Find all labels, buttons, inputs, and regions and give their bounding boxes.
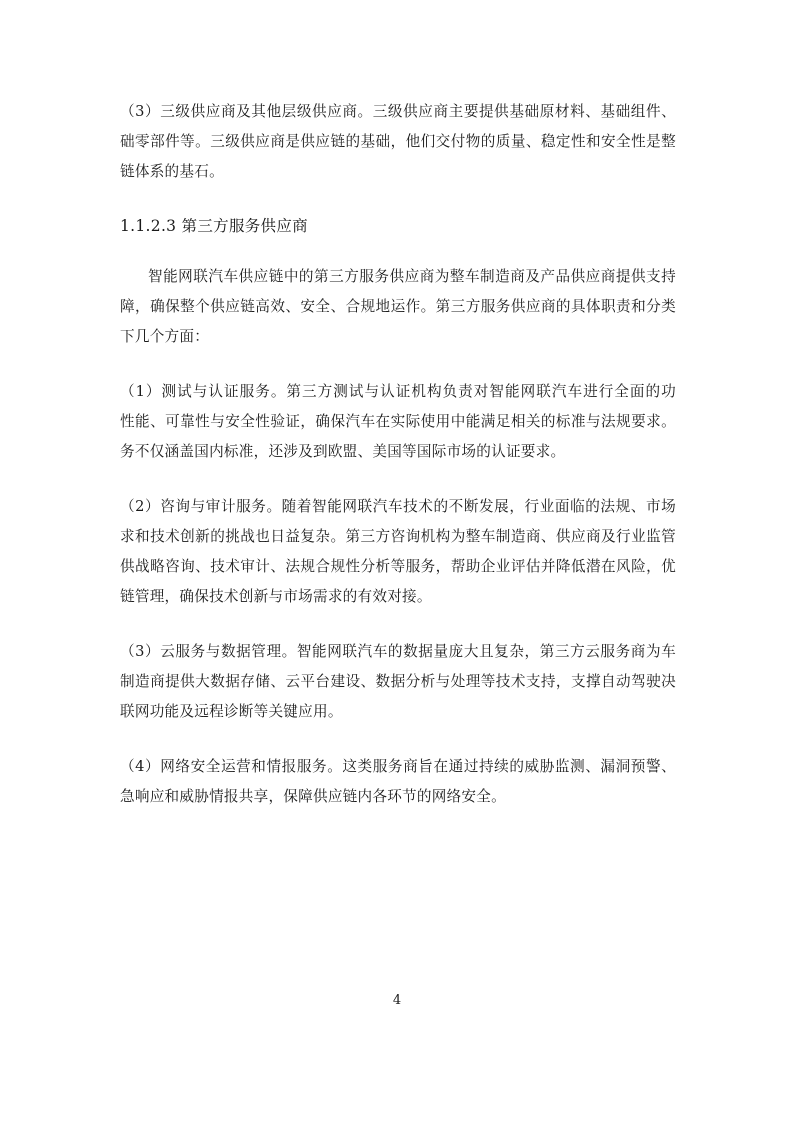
text-line: 务不仅涵盖国内标准，还涉及到欧盟、美国等国际市场的认证要求。 <box>120 443 566 460</box>
text-line: （3）三级供应商及其他层级供应商。三级供应商主要提供基础原材料、基础组件、 <box>120 103 676 120</box>
text-line: 制造商提供大数据存储、云平台建设、数据分析与处理等技术支持，支撑自动驾驶决 <box>120 673 676 690</box>
text-line: 急响应和威胁情报共享，保障供应链内各环节的网络安全。 <box>120 788 506 805</box>
text-line: 障，确保整个供应链高效、安全、合规地运作。第三方服务供应商的具体职责和分类 <box>120 298 676 315</box>
text-line: （1）测试与认证服务。第三方测试与认证机构负责对智能网联汽车进行全面的功 <box>120 383 676 400</box>
text-line: （4）网络安全运营和情报服务。这类服务商旨在通过持续的威胁监测、漏洞预警、 <box>120 758 676 775</box>
text-line: 联网功能及远程诊断等关键应用。 <box>120 703 343 720</box>
text-line: （2）咨询与审计服务。随着智能网联汽车技术的不断发展，行业面临的法规、市场 <box>120 498 676 515</box>
text-line: 求和技术创新的挑战也日益复杂。第三方咨询机构为整车制造商、供应商及行业监管 <box>120 528 676 545</box>
text-line: 链管理，确保技术创新与市场需求的有效对接。 <box>120 588 432 605</box>
text-line: 下几个方面： <box>120 328 210 345</box>
text-line: 供战略咨询、技术审计、法规合规性分析等服务，帮助企业评估并降低潜在风险，优 <box>120 558 676 575</box>
page-number: 4 <box>392 993 402 1008</box>
text-line: 链体系的基石。 <box>120 163 224 180</box>
text-line: （3）云服务与数据管理。智能网联汽车的数据量庞大且复杂，第三方云服务商为车 <box>120 643 676 660</box>
text-line: 础零部件等。三级供应商是供应链的基础，他们交付物的质量、稳定性和安全性是整 <box>120 133 676 150</box>
text-line: 智能网联汽车供应链中的第三方服务供应商为整车制造商及产品供应商提供支持 <box>148 268 676 285</box>
section-heading: 1.1.2.3 第三方服务供应商 <box>120 217 308 235</box>
text-line: 性能、可靠性与安全性验证，确保汽车在实际使用中能满足相关的标准与法规要求。 <box>120 413 676 430</box>
